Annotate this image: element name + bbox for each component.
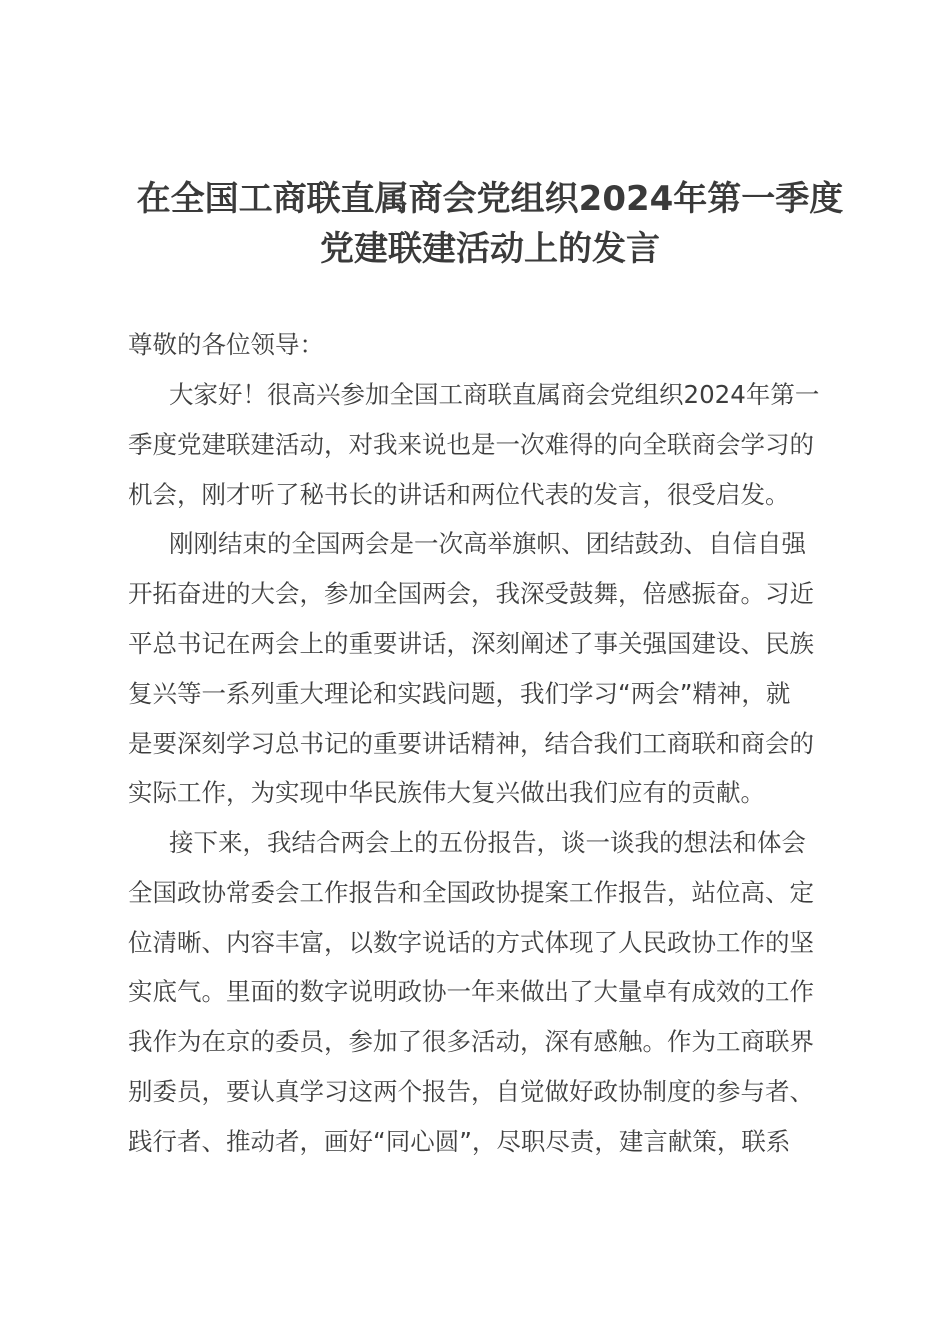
document-title-line-2: 党建联建活动上的发言: [320, 229, 660, 269]
paragraph-4-line-6: 践行者、推动者，画好“同心圆”，尽职尽责，建言献策，联系: [128, 1127, 791, 1156]
paragraph-2-line-5: 是要深刻学习总书记的重要讲话精神，结合我们工商联和商会的: [128, 729, 814, 758]
paragraph-4-line-5: 别委员，要认真学习这两个报告，自觉做好政协制度的参与者、: [128, 1077, 814, 1106]
paragraph-2-line-4: 复兴等一系列重大理论和实践问题，我们学习“两会”精神，就: [128, 679, 791, 708]
paragraph-1-line-1: 大家好！很高兴参加全国工商联直属商会党组织2024年第一: [169, 380, 820, 409]
paragraph-4-line-4: 我作为在京的委员，参加了很多活动，深有感触。作为工商联界: [128, 1027, 814, 1056]
paragraph-2-line-1: 刚刚结束的全国两会是一次高举旗帜、团结鼓劲、自信自强: [169, 529, 806, 558]
paragraph-4-line-3: 实底气。里面的数字说明政协一年来做出了大量卓有成效的工作: [128, 977, 814, 1006]
paragraph-1-line-2: 季度党建联建活动，对我来说也是一次难得的向全联商会学习的: [128, 430, 814, 459]
paragraph-4-line-2: 位清晰、内容丰富，以数字说话的方式体现了人民政协工作的坚: [128, 928, 814, 957]
paragraph-1-line-3: 机会，刚才听了秘书长的讲话和两位代表的发言，很受启发。: [128, 480, 790, 509]
salutation: 尊敬的各位领导：: [128, 330, 324, 359]
paragraph-3-line-1: 接下来，我结合两会上的五份报告，谈一谈我的想法和体会: [169, 828, 806, 857]
paragraph-2-line-2: 开拓奋进的大会，参加全国两会，我深受鼓舞，倍感振奋。习近: [128, 579, 814, 608]
document-title-line-1: 在全国工商联直属商会党组织2024年第一季度: [136, 179, 844, 219]
paragraph-4-line-1: 全国政协常委会工作报告和全国政协提案工作报告，站位高、定: [128, 878, 814, 907]
paragraph-2-line-6: 实际工作，为实现中华民族伟大复兴做出我们应有的贡献。: [128, 778, 765, 807]
paragraph-2-line-3: 平总书记在两会上的重要讲话，深刻阐述了事关强国建设、民族: [128, 629, 814, 658]
